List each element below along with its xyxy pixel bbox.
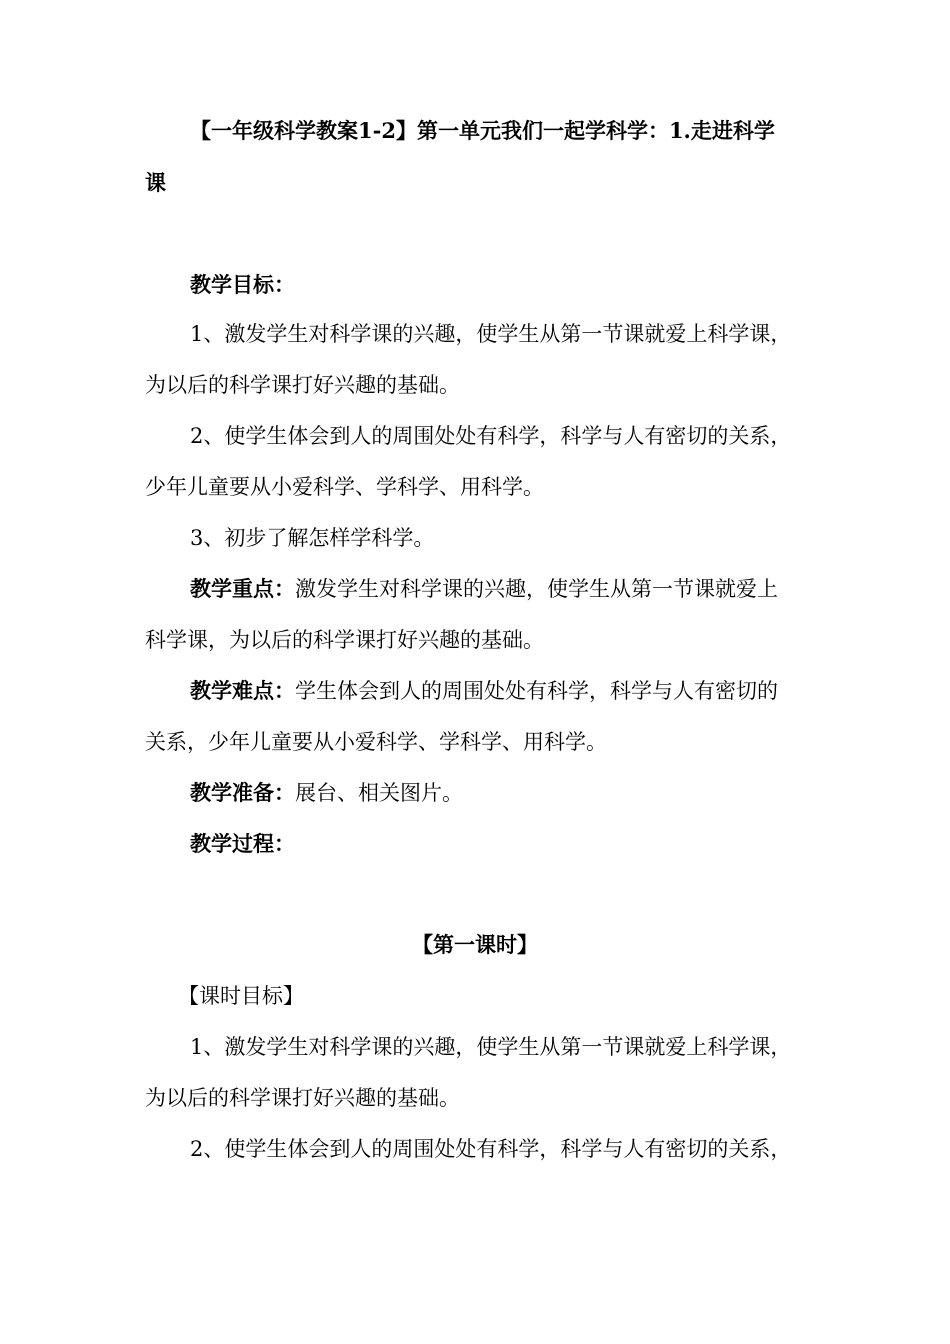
key-points-label: 教学重点： — [190, 576, 295, 601]
document-title-line-1: 【一年级科学教案1-2】第一单元我们一起学科学：1.走进科学 — [190, 118, 775, 143]
lesson-1-objective-1-line-2: 为以后的科学课打好兴趣的基础。 — [145, 1086, 460, 1110]
lesson-1-objective-2-line-1: 2、使学生体会到人的周围处处有科学，科学与人有密切的关系， — [190, 1137, 792, 1161]
difficulties-line-1 — [190, 676, 815, 706]
objective-1-line-1: 1、激发学生对科学课的兴趣，使学生从第一节课就爱上科学课， — [190, 322, 792, 346]
objective-2-line-1: 2、使学生体会到人的周围处处有科学，科学与人有密切的关系， — [190, 424, 792, 448]
objective-1-line-2: 为以后的科学课打好兴趣的基础。 — [145, 373, 460, 397]
preparation-line — [190, 778, 815, 808]
difficulties-line-2: 关系，少年儿童要从小爱科学、学科学、用科学。 — [145, 730, 607, 754]
difficulties-label: 教学难点： — [190, 678, 295, 703]
document-title-line-2: 课 — [145, 170, 166, 195]
objective-2-line-2: 少年儿童要从小爱科学、学科学、用科学。 — [145, 475, 544, 499]
lesson-1-subheading: 【课时目标】 — [178, 984, 304, 1008]
objectives-heading: 教学目标： — [190, 272, 295, 297]
lesson-1-objective-1-line-1: 1、激发学生对科学课的兴趣，使学生从第一节课就爱上科学课， — [190, 1035, 792, 1059]
key-points-line-1 — [190, 574, 815, 604]
preparation-text: 展台、相关图片。 — [295, 781, 463, 805]
process-heading: 教学过程： — [190, 831, 295, 856]
key-points-text: 激发学生对科学课的兴趣，使学生从第一节课就爱上 — [295, 577, 778, 601]
difficulties-text: 学生体会到人的周围处处有科学，科学与人有密切的 — [295, 679, 778, 703]
lesson-1-heading: 【第一课时】 — [412, 932, 538, 957]
objective-3: 3、初步了解怎样学科学。 — [190, 526, 435, 550]
preparation-label: 教学准备： — [190, 780, 295, 805]
key-points-line-2: 科学课，为以后的科学课打好兴趣的基础。 — [145, 628, 544, 652]
